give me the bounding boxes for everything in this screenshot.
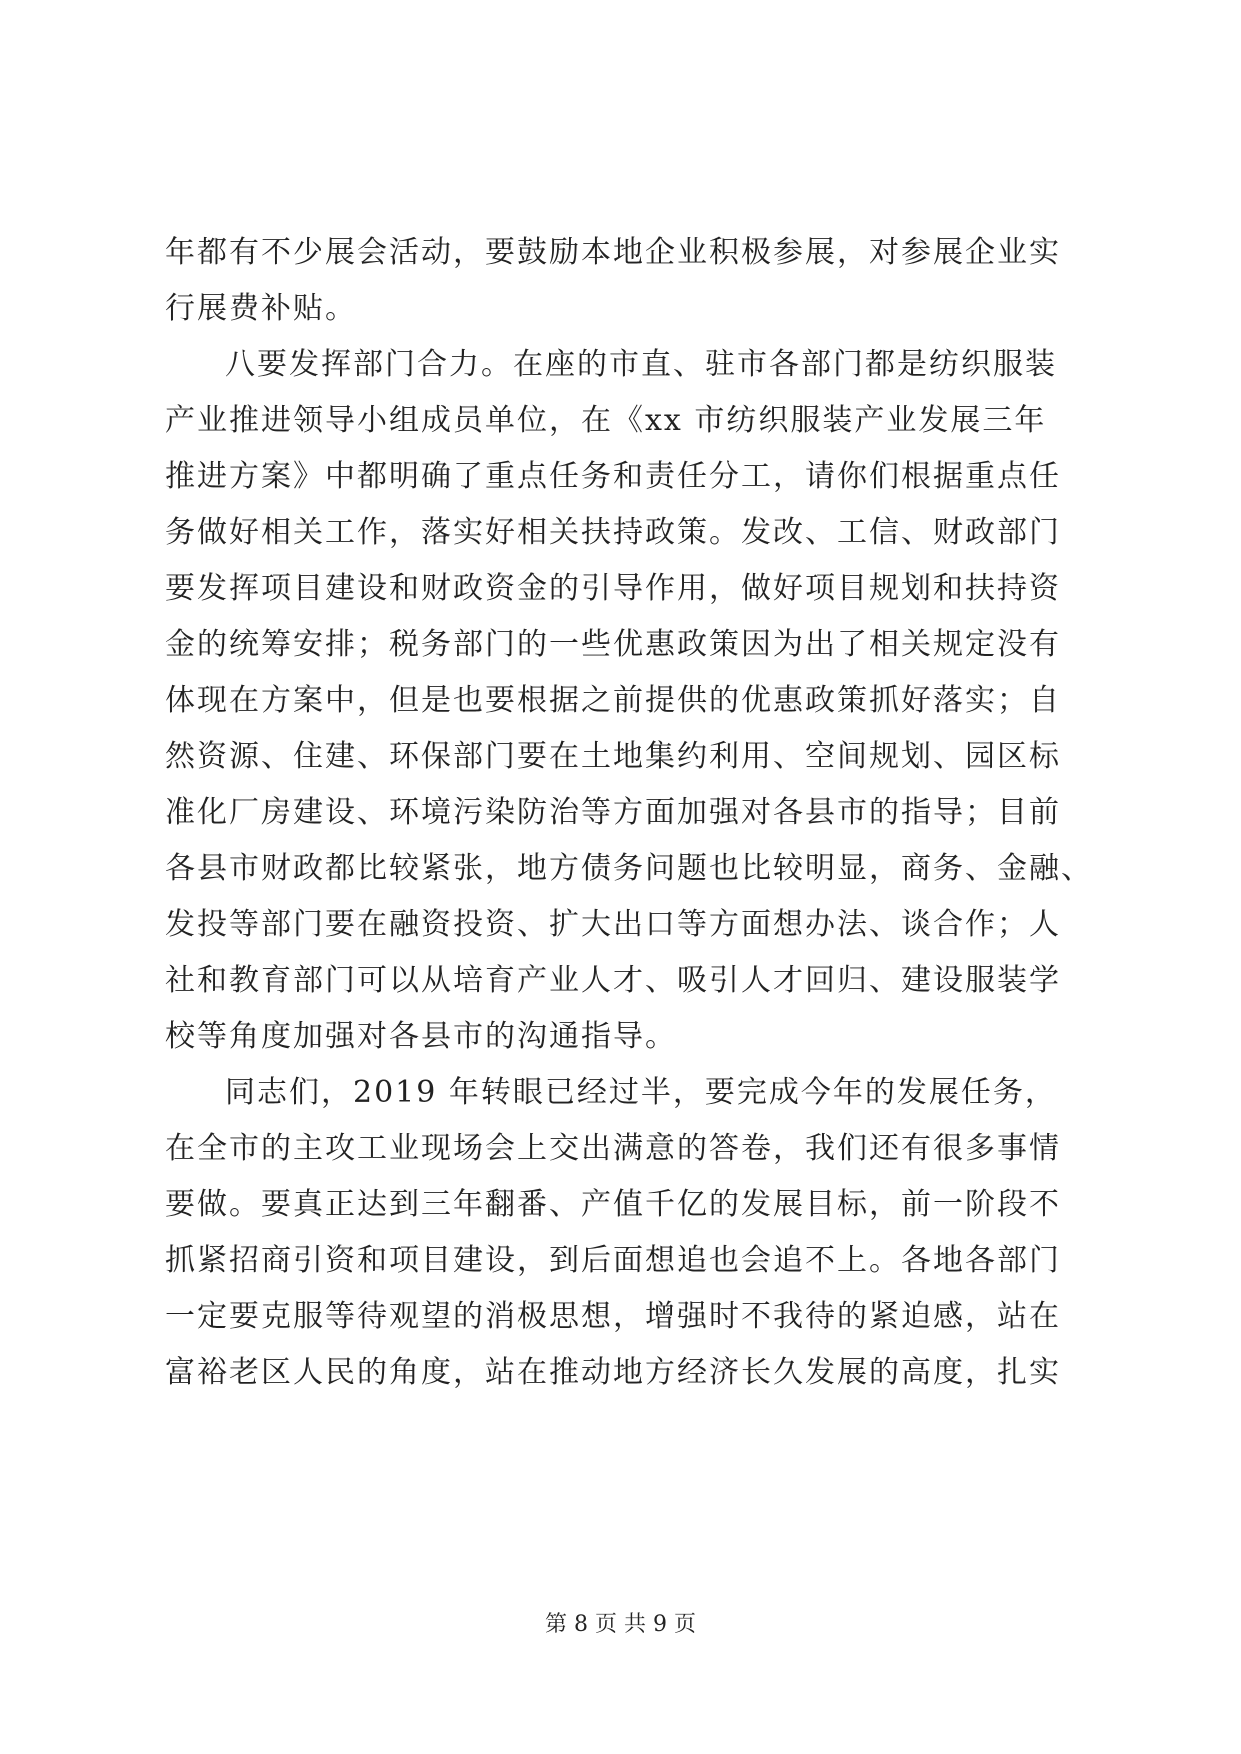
paragraph-start-line: 八要发挥部门合力。在座的市直、驻市各部门都是纺织服装 — [225, 347, 1057, 382]
text-line: 在全市的主攻工业现场会上交出满意的答卷，我们还有很多事情 — [165, 1131, 1061, 1166]
text-line: 校等角度加强对各县市的沟通指导。 — [165, 1019, 677, 1054]
text-line: 要发挥项目建设和财政资金的引导作用，做好项目规划和扶持资 — [165, 571, 1061, 606]
page-number-footer: 第 8 页 共 9 页 — [545, 1612, 696, 1637]
paragraph-start-line: 同志们，2019 年转眼已经过半，要完成今年的发展任务， — [225, 1075, 1057, 1110]
text-line: 准化厂房建设、环境污染防治等方面加强对各县市的指导；目前 — [165, 795, 1061, 830]
text-line: 推进方案》中都明确了重点任务和责任分工，请你们根据重点任 — [165, 459, 1061, 494]
body-text — [165, 225, 1093, 1401]
text-line: 体现在方案中，但是也要根据之前提供的优惠政策抓好落实；自 — [165, 683, 1061, 718]
text-line: 社和教育部门可以从培育产业人才、吸引人才回归、建设服装学 — [165, 963, 1061, 998]
text-line: 产业推进领导小组成员单位，在《xx 市纺织服装产业发展三年 — [165, 403, 1047, 438]
text-line: 要做。要真正达到三年翻番、产值千亿的发展目标，前一阶段不 — [165, 1187, 1061, 1222]
text-line: 金的统筹安排；税务部门的一些优惠政策因为出了相关规定没有 — [165, 627, 1061, 662]
text-line: 年都有不少展会活动，要鼓励本地企业积极参展，对参展企业实 — [165, 235, 1061, 270]
text-line: 务做好相关工作，落实好相关扶持政策。发改、工信、财政部门 — [165, 515, 1061, 550]
text-line: 抓紧招商引资和项目建设，到后面想追也会追不上。各地各部门 — [165, 1243, 1061, 1278]
text-line: 行展费补贴。 — [165, 291, 357, 326]
text-line: 各县市财政都比较紧张，地方债务问题也比较明显，商务、金融、 — [165, 851, 1093, 886]
text-line: 富裕老区人民的角度，站在推动地方经济长久发展的高度，扎实 — [165, 1355, 1061, 1390]
text-line: 一定要克服等待观望的消极思想，增强时不我待的紧迫感，站在 — [165, 1299, 1061, 1334]
text-line: 然资源、住建、环保部门要在土地集约利用、空间规划、园区标 — [165, 739, 1061, 774]
text-line: 发投等部门要在融资投资、扩大出口等方面想办法、谈合作；人 — [165, 907, 1061, 942]
